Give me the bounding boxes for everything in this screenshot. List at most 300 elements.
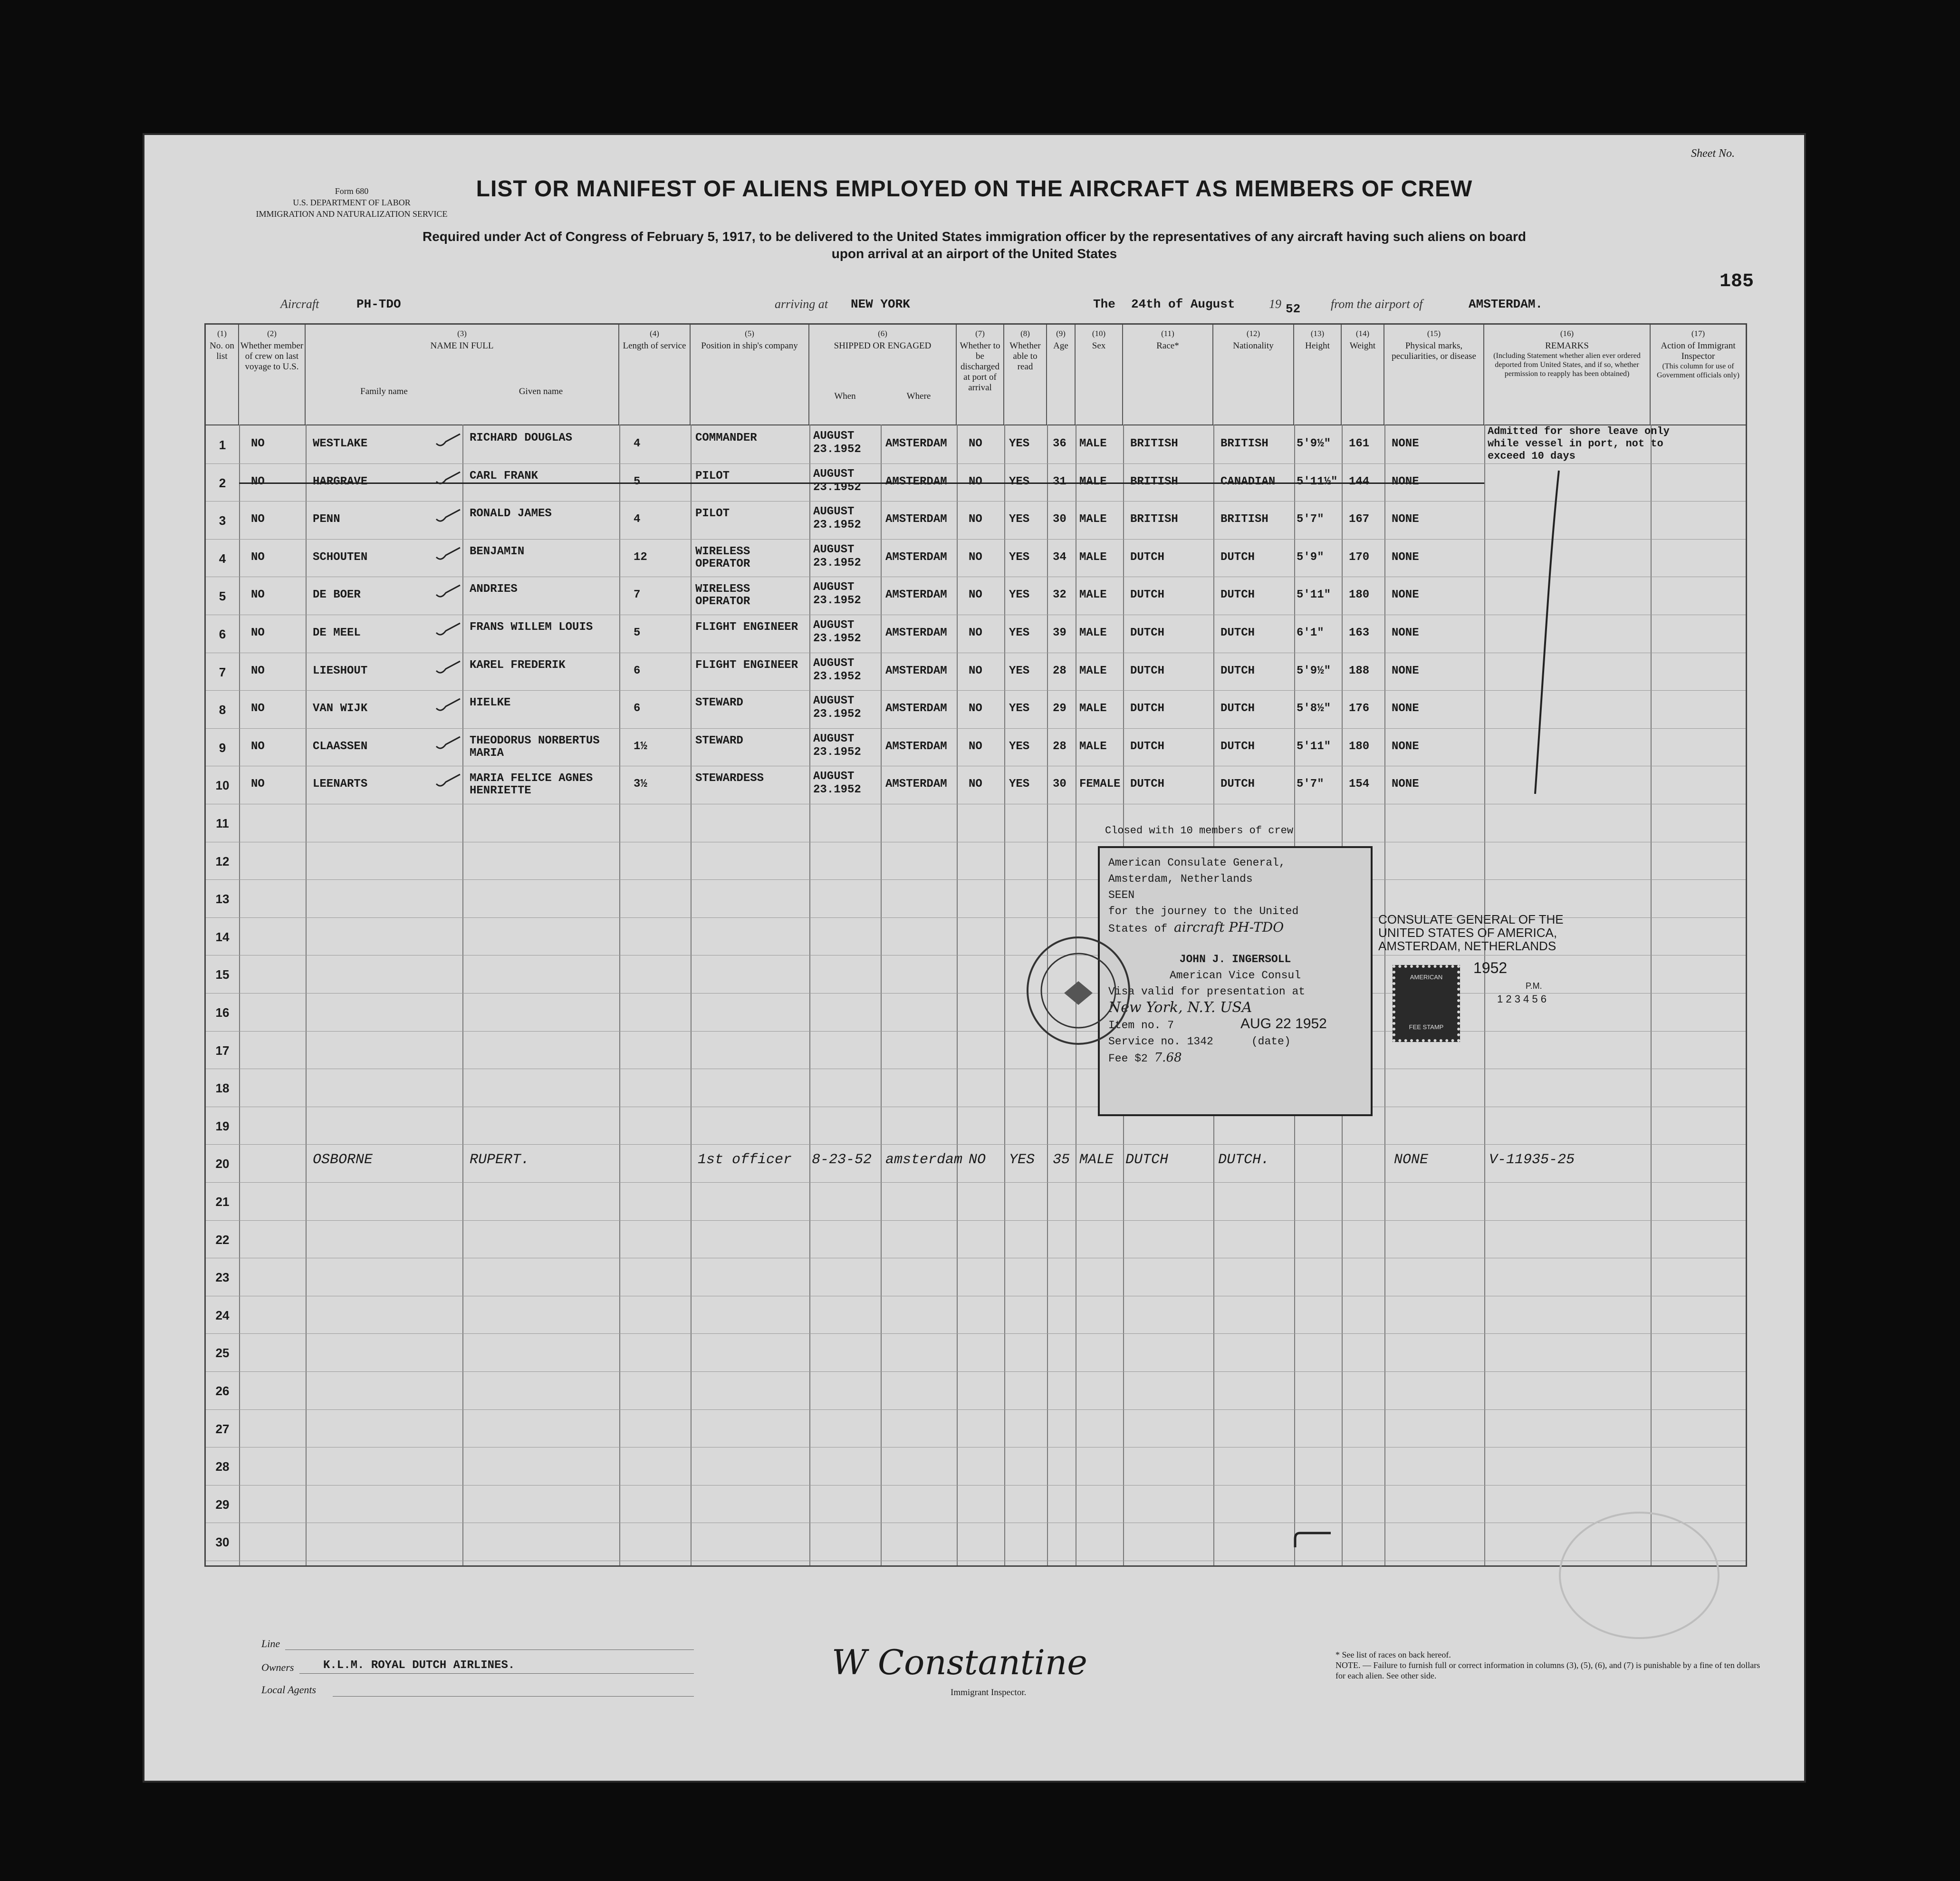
row-number: 24 (215, 1308, 230, 1322)
subtitle-line-2: upon arrival at an airport of the United States (831, 246, 1117, 261)
cell-when-month: AUGUST (813, 695, 855, 708)
cell-when-month: AUGUST (813, 732, 855, 745)
cell-given: RONALD JAMES (470, 507, 552, 521)
cg-line-3: AMSTERDAM, NETHERLANDS (1378, 939, 1556, 953)
cell-nat: CANADIAN (1220, 475, 1276, 488)
header-given-name: Given name (519, 386, 563, 396)
cell-disch: NO (969, 588, 982, 602)
cell-read: YES (1009, 740, 1030, 753)
row-number: 26 (215, 1384, 230, 1398)
cell-where: AMSTERDAM (885, 513, 947, 526)
cell-height: 5'11" (1297, 588, 1331, 602)
row-number: 1 (219, 438, 226, 452)
cell-race: DUTCH (1130, 664, 1165, 677)
cell-marks: NONE (1392, 475, 1419, 488)
row-number: 5 (219, 589, 226, 604)
column-rule (809, 424, 810, 1565)
cell-length: 6 (634, 664, 641, 677)
handwritten-cell-nat: DUTCH. (1218, 1152, 1270, 1168)
cell-given: ANDRIES (470, 583, 518, 596)
fee-stamp-bottom: FEE STAMP (1409, 1023, 1444, 1031)
cell-last: NO (251, 513, 265, 526)
row-rule (206, 1182, 1746, 1183)
cg-line-1: CONSULATE GENERAL OF THE (1378, 912, 1564, 926)
cell-family: WESTLAKE (313, 437, 368, 450)
row-number: 19 (215, 1119, 230, 1133)
cell-nat: DUTCH (1220, 588, 1255, 602)
cell-nat: DUTCH (1220, 664, 1255, 677)
cell-family: LEENARTS (313, 778, 368, 791)
handwritten-cell-remarks: V-11935-25 (1489, 1152, 1575, 1168)
cell-age: 28 (1053, 664, 1066, 677)
cell-age: 34 (1053, 550, 1066, 564)
footer-line-label: Line (261, 1638, 280, 1649)
cell-sex: MALE (1079, 702, 1107, 715)
cell-marks: NONE (1392, 588, 1419, 602)
cell-sex: MALE (1079, 475, 1107, 488)
cell-height: 5'8½" (1297, 702, 1331, 715)
cell-nat: BRITISH (1220, 513, 1268, 526)
cell-race: DUTCH (1130, 740, 1165, 753)
cell-nat: BRITISH (1220, 437, 1268, 450)
stamp-officer-name: JOHN J. INGERSOLL (1179, 953, 1291, 965)
footer-notes (1335, 1649, 1763, 1681)
cell-read: YES (1009, 778, 1030, 791)
checkmark-icon (434, 771, 462, 790)
subtitle-line-1: Required under Act of Congress of February 5, 1917, to be delivered to the United States immigration officer by the representatives of any aircraft having such aliens on board (423, 229, 1526, 244)
stamp-item: Item no. 7 (1108, 1019, 1174, 1032)
cell-weight: 180 (1349, 588, 1370, 602)
cell-weight: 170 (1349, 550, 1370, 564)
cell-family: DE MEEL (313, 627, 361, 639)
row-number: 20 (215, 1157, 230, 1171)
from-value: AMSTERDAM. (1469, 297, 1543, 311)
stamp-handwritten-fee: 7.68 (1154, 1051, 1182, 1065)
header-inspector-note: (This column for use of Government officials only) (1657, 362, 1739, 379)
header-col-1: (1) No. on list (206, 325, 239, 424)
row-number: 21 (215, 1195, 230, 1209)
header-col-11: (11) Race* (1123, 325, 1213, 424)
cell-race: DUTCH (1130, 550, 1165, 564)
cell-sex: MALE (1079, 740, 1107, 753)
row-number: 27 (215, 1421, 230, 1436)
cell-when-month: AUGUST (813, 430, 855, 443)
stamp-line-2: Amsterdam, Netherlands (1108, 873, 1253, 885)
row-number: 6 (219, 627, 226, 641)
cell-age: 30 (1053, 513, 1066, 526)
cell-read: YES (1009, 627, 1030, 639)
cell-age: 29 (1053, 702, 1066, 715)
cell-marks: NONE (1392, 627, 1419, 639)
cell-position: COMMANDER (695, 432, 757, 444)
header-col-5: (5) Position in ship's company (691, 325, 809, 424)
cell-marks: NONE (1392, 778, 1419, 791)
row-number: 14 (215, 929, 230, 944)
row-number: 13 (215, 892, 230, 907)
cell-where: AMSTERDAM (885, 437, 947, 450)
cell-age: 39 (1053, 627, 1066, 639)
cell-age: 28 (1053, 740, 1066, 753)
footer-agents-rule (333, 1696, 694, 1697)
handwritten-cell-race: DUTCH (1125, 1152, 1169, 1168)
stamp-fee: Fee $2 (1108, 1052, 1148, 1065)
row-number: 11 (216, 816, 229, 830)
row-number: 29 (215, 1497, 230, 1512)
cell-when-date: 23.1952 (813, 632, 861, 645)
footer-note-penalty: NOTE. — Failure to furnish full or correct information in columns (3), (5), (6), and (7) is punishable by a fine of ten dollars for each alien. See other side. (1335, 1660, 1760, 1680)
row-number: 30 (215, 1535, 230, 1550)
cell-sex: MALE (1079, 513, 1107, 526)
cell-age: 31 (1053, 475, 1066, 488)
row-number: 15 (215, 967, 230, 982)
cell-position: WIRELESS OPERATOR (695, 545, 750, 570)
cg-line-2: UNITED STATES OF AMERICA, (1378, 926, 1557, 940)
voyage-line (280, 297, 1706, 316)
cell-height: 5'9½" (1297, 664, 1331, 677)
page-subtitle (285, 228, 1663, 262)
cell-disch: NO (969, 740, 982, 753)
header-col-7: (7) Whether to be discharged at port of arrival (957, 325, 1004, 424)
header-col-8: (8) Whether able to read (1004, 325, 1047, 424)
header-col-10: (10) Sex (1076, 325, 1123, 424)
cell-sex: FEMALE (1079, 778, 1121, 791)
row-number: 3 (219, 513, 226, 528)
cell-height: 6'1" (1297, 627, 1324, 639)
footer-line-rule (285, 1649, 694, 1650)
row-number: 22 (215, 1232, 230, 1247)
stamp-handwritten-place: New York, N.Y. USA (1108, 999, 1252, 1016)
row-number: 7 (219, 665, 226, 679)
cell-when-date: 23.1952 (813, 556, 861, 569)
row-number: 23 (215, 1270, 230, 1285)
cell-length: 4 (634, 513, 641, 526)
stamp-valid-line: Visa valid for presentation at (1108, 985, 1306, 998)
row-number: 4 (219, 551, 226, 566)
header-col-4: (4) Length of service (619, 325, 691, 424)
remarks-bracket-line (1530, 466, 1568, 799)
cell-position: FLIGHT ENGINEER (695, 658, 798, 672)
cell-disch: NO (969, 475, 982, 488)
cell-disch: NO (969, 513, 982, 526)
department: U.S. DEPARTMENT OF LABOR (293, 198, 411, 207)
header-family-name: Family name (360, 386, 408, 396)
cell-weight: 144 (1349, 475, 1370, 488)
cell-disch: NO (969, 627, 982, 639)
checkmark-icon (434, 468, 462, 487)
cell-height: 5'7" (1297, 778, 1324, 791)
row-number: 2 (219, 475, 226, 490)
cell-read: YES (1009, 475, 1030, 488)
stamp-officer-title: American Vice Consul (1169, 969, 1301, 982)
row-rule (206, 690, 1746, 691)
cell-when-month: AUGUST (813, 543, 855, 556)
cell-when-month: AUGUST (813, 581, 855, 594)
cell-nat: DUTCH (1220, 702, 1255, 715)
cell-marks: NONE (1392, 702, 1419, 715)
cell-where: AMSTERDAM (885, 702, 947, 715)
cell-position: STEWARD (695, 734, 743, 747)
cell-position: STEWARD (695, 696, 743, 710)
column-rule (239, 424, 240, 1565)
header-col-12: (12) Nationality (1213, 325, 1294, 424)
cell-nat: DUTCH (1220, 550, 1255, 564)
row-rule (206, 1485, 1746, 1486)
row-rule (206, 463, 1746, 464)
checkmark-icon (434, 430, 462, 449)
row-number: 17 (215, 1043, 230, 1058)
cell-when-month: AUGUST (813, 770, 855, 783)
cell-height: 5'9½" (1297, 437, 1331, 450)
arriving-value: NEW YORK (851, 297, 910, 311)
cell-when-date: 23.1952 (813, 594, 861, 608)
aircraft-value: PH-TDO (356, 297, 401, 311)
column-rule (957, 424, 958, 1565)
cell-length: 1½ (634, 740, 647, 753)
checkmark-icon (434, 581, 462, 600)
stamp-service-no: Service no. 1342 (1108, 1035, 1213, 1048)
checkmark-icon (434, 544, 462, 563)
remarks-line-3: exceed 10 days (1488, 450, 1576, 462)
eagle-seal-icon (1028, 938, 1128, 1043)
footer-owners-label: Owners (261, 1661, 294, 1673)
header-when: When (834, 391, 856, 401)
page-number: 185 (1719, 271, 1754, 292)
row-rule (206, 1371, 1746, 1372)
cell-weight: 180 (1349, 740, 1370, 753)
row-number: 12 (215, 854, 230, 868)
header-col-2: (2) Whether member of crew on last voyage to U.S. (239, 325, 306, 424)
cell-race: DUTCH (1130, 588, 1165, 602)
cell-when-month: AUGUST (813, 619, 855, 632)
header-where: Where (906, 391, 931, 401)
cell-length: 6 (634, 702, 641, 715)
cell-age: 32 (1053, 588, 1066, 602)
row-number: 8 (219, 703, 226, 717)
handwritten-cell-given: RUPERT. (470, 1152, 530, 1168)
column-rule (881, 424, 882, 1565)
footer-note-races: * See list of races on back hereof. (1335, 1650, 1451, 1659)
row-rule (206, 1144, 1746, 1145)
cell-sex: MALE (1079, 627, 1107, 639)
cell-family: PENN (313, 513, 340, 526)
cell-race: BRITISH (1130, 513, 1178, 526)
cell-disch: NO (969, 778, 982, 791)
cell-race: BRITISH (1130, 437, 1178, 450)
row-rule (206, 879, 1746, 880)
cell-sex: MALE (1079, 437, 1107, 450)
header-col-6: (6) SHIPPED OR ENGAGED When Where (809, 325, 957, 424)
cell-given: RICHARD DOUGLAS (470, 432, 573, 444)
cell-weight: 176 (1349, 702, 1370, 715)
cell-where: AMSTERDAM (885, 475, 947, 488)
handwritten-cell-position: 1st officer (698, 1152, 792, 1168)
cell-sex: MALE (1079, 550, 1107, 564)
consulate-general-stamp (1378, 913, 1564, 1006)
row-2-strikethrough (239, 482, 1484, 484)
handwritten-cell-marks: NONE (1394, 1152, 1429, 1168)
fee-stamp-top: AMERICAN (1410, 974, 1443, 981)
cell-marks: NONE (1392, 664, 1419, 677)
cell-race: BRITISH (1130, 475, 1178, 488)
row-number: 9 (219, 740, 226, 755)
checkmark-icon (434, 657, 462, 676)
cell-where: AMSTERDAM (885, 627, 947, 639)
cg-year: 1952 (1473, 959, 1508, 976)
checkmark-icon (434, 506, 462, 525)
header-col-17: (17) Action of Immigrant Inspector (This column for use of Government officials only) (1651, 325, 1746, 424)
cell-when-date: 23.1952 (813, 708, 861, 721)
checkmark-icon (434, 695, 462, 714)
cell-nat: DUTCH (1220, 740, 1255, 753)
cell-where: AMSTERDAM (885, 664, 947, 677)
cell-position: FLIGHT ENGINEER (695, 621, 798, 634)
cell-nat: DUTCH (1220, 627, 1255, 639)
handwritten-cell-where: amsterdam (885, 1152, 963, 1168)
cell-weight: 188 (1349, 664, 1370, 677)
cell-length: 3½ (634, 778, 647, 791)
cell-when-date: 23.1952 (813, 670, 861, 683)
cell-position: PILOT (695, 469, 730, 482)
column-rule (306, 424, 307, 1565)
cell-marks: NONE (1392, 550, 1419, 564)
cell-last: NO (251, 588, 265, 602)
cell-marks: NONE (1392, 437, 1419, 450)
handwritten-cell-age: 35 (1053, 1152, 1070, 1168)
footer-owners-rule (299, 1673, 694, 1674)
checkmark-icon (434, 733, 462, 752)
date-value: 24th of August (1131, 297, 1235, 311)
cell-height: 5'11" (1297, 740, 1331, 753)
cell-height: 5'11½" (1297, 475, 1338, 488)
cell-last: NO (251, 778, 265, 791)
cell-when-month: AUGUST (813, 467, 855, 481)
cell-given: MARIA FELICE AGNES HENRIETTE (470, 772, 593, 798)
handwritten-cell-family: OSBORNE (313, 1152, 373, 1168)
cell-when-date: 23.1952 (813, 783, 861, 797)
cell-when-date: 23.1952 (813, 745, 861, 759)
header-col-15: (15) Physical marks, peculiarities, or disease (1384, 325, 1484, 424)
cell-given: CARL FRANK (470, 469, 538, 482)
column-rule (691, 424, 692, 1565)
cell-given: HIELKE (470, 696, 511, 710)
row-rule (206, 728, 1746, 729)
handwritten-cell-sex: MALE (1079, 1152, 1114, 1168)
row-number: 10 (215, 778, 230, 793)
header-col-13: (13) Height (1294, 325, 1342, 424)
cell-weight: 161 (1349, 437, 1370, 450)
cell-where: AMSTERDAM (885, 740, 947, 753)
cell-when-month: AUGUST (813, 505, 855, 519)
cell-position: PILOT (695, 507, 730, 521)
cell-disch: NO (969, 437, 982, 450)
cell-last: NO (251, 475, 265, 488)
cell-height: 5'7" (1297, 513, 1324, 526)
paper-clip-icon (1293, 1528, 1335, 1552)
row-rule (206, 1220, 1746, 1221)
cell-family: HARGRAVE (313, 475, 368, 488)
cell-last: NO (251, 740, 265, 753)
embossed-seal (1559, 1512, 1720, 1639)
row-number: 18 (215, 1081, 230, 1096)
cell-race: DUTCH (1130, 702, 1165, 715)
consulate-seal (1027, 936, 1130, 1045)
cell-family: DE BOER (313, 588, 361, 602)
stamp-handwritten-aircraft: aircraft PH-TDO (1174, 919, 1284, 935)
year-prefix: 19 (1269, 297, 1281, 311)
handwritten-cell-read: YES (1009, 1152, 1035, 1168)
cell-marks: NONE (1392, 513, 1419, 526)
cell-given: FRANS WILLEM LOUIS (470, 621, 593, 634)
cell-length: 5 (634, 475, 641, 488)
year-value: 52 (1286, 302, 1301, 316)
cell-weight: 163 (1349, 627, 1370, 639)
stamp-date-label: (date) (1251, 1035, 1291, 1048)
header-col-3: (3) NAME IN FULL Family name Given name (306, 325, 619, 424)
cell-length: 12 (634, 550, 647, 564)
form-number: Form 680 (335, 186, 369, 196)
footer-owners-value: K.L.M. ROYAL DUTCH AIRLINES. (323, 1659, 515, 1672)
cell-age: 30 (1053, 778, 1066, 791)
inspector-signature: W Constantine (832, 1642, 1087, 1682)
remarks-line-2: while vessel in port, not to (1488, 438, 1663, 450)
header-col-9: (9) Age (1047, 325, 1076, 424)
cell-where: AMSTERDAM (885, 550, 947, 564)
sheet-number-label: Sheet No. (1691, 147, 1735, 160)
column-rule (1004, 424, 1005, 1565)
cell-position: STEWARDESS (695, 772, 764, 785)
cell-nat: DUTCH (1220, 778, 1255, 791)
handwritten-cell-when: 8-23-52 (812, 1152, 872, 1168)
cg-digits: 1 2 3 4 5 6 (1497, 993, 1547, 1005)
cell-disch: NO (969, 550, 982, 564)
row-number: 16 (215, 1005, 230, 1020)
row-rule (206, 1409, 1746, 1410)
row-number: 28 (215, 1459, 230, 1474)
stamp-line-3: SEEN (1108, 889, 1135, 901)
header-col-14: (14) Weight (1342, 325, 1384, 424)
cell-age: 36 (1053, 437, 1066, 450)
cell-sex: MALE (1079, 664, 1107, 677)
cell-race: DUTCH (1130, 627, 1165, 639)
cell-last: NO (251, 437, 265, 450)
service: IMMIGRATION AND NATURALIZATION SERVICE (256, 209, 448, 219)
cell-length: 7 (634, 588, 641, 602)
stamp-date: AUG 22 1952 (1240, 1016, 1327, 1032)
cell-when-date: 23.1952 (813, 519, 861, 532)
row-rule (206, 501, 1746, 502)
cell-length: 5 (634, 627, 641, 639)
header-remarks-note: (Including Statement whether alien ever ordered deported from United States, and if so, whether permission to reapply has been obtained) (1493, 352, 1641, 378)
aircraft-label: Aircraft (280, 297, 319, 311)
cell-read: YES (1009, 513, 1030, 526)
from-label: from the airport of (1331, 297, 1423, 311)
row-rule (206, 1031, 1746, 1032)
manifest-sheet (143, 133, 1806, 1783)
handwritten-cell-disch: NO (969, 1152, 986, 1168)
row-rule (206, 539, 1746, 540)
cell-when-month: AUGUST (813, 656, 855, 670)
cell-read: YES (1009, 664, 1030, 677)
cell-last: NO (251, 627, 265, 639)
cell-disch: NO (969, 664, 982, 677)
cell-race: DUTCH (1130, 778, 1165, 791)
stamp-line-1: American Consulate General, (1108, 857, 1286, 869)
date-prefix: The (1093, 297, 1115, 311)
remarks-line-1: Admitted for shore leave only (1488, 425, 1670, 437)
cg-pm: P.M. (1526, 981, 1542, 991)
cell-given: BENJAMIN (470, 545, 525, 558)
cell-position: WIRELESS OPERATOR (695, 583, 750, 608)
